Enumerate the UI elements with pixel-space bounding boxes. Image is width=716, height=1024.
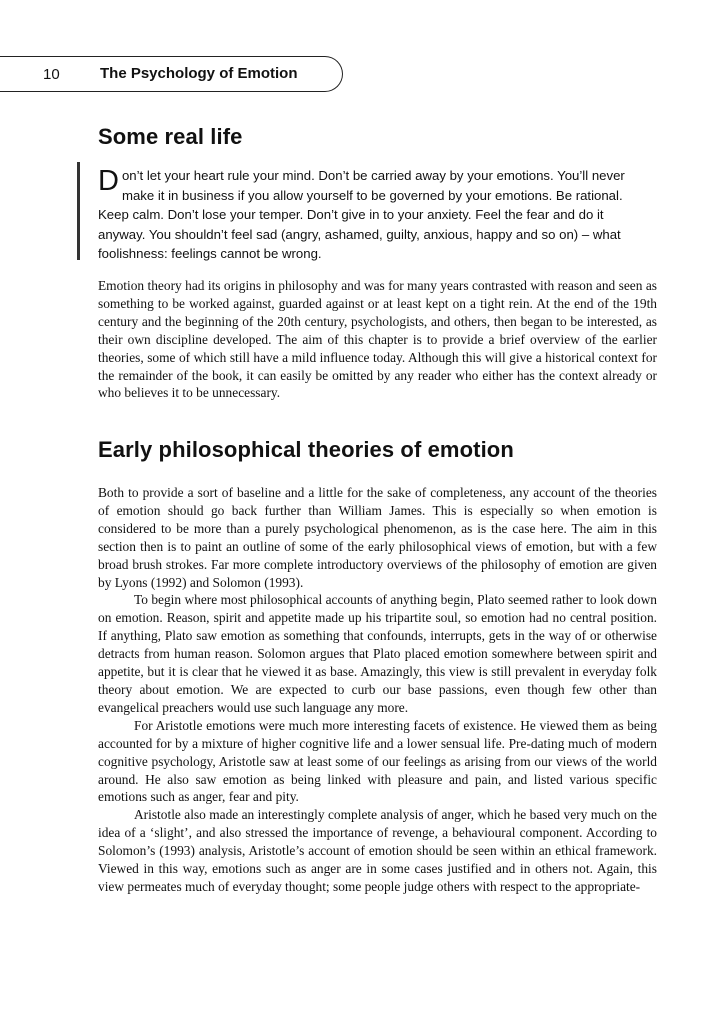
paragraph: For Aristotle emotions were much more interesting facets of existence. He viewed them as being accounted for by a mixture of higher cognitive life and a lower sensual life. Pre-dating much of modern cognitive psychology, Aristotle saw at least some of our feelings as arising from our views of the world around. He also saw emotion as being linked with pleasure and pain, and listed various specific emotions such as anger, fear and pity. bbox=[98, 717, 657, 805]
intro-block bbox=[98, 277, 657, 402]
running-title: The Psychology of Emotion bbox=[100, 65, 298, 82]
paragraph: Both to provide a sort of baseline and a little for the sake of completeness, any account of the theories of emotion should go back further than William James. This is especially so when emotion is considered to be more than a purely psychological phenomenon, as is the case here. The aim in this section then is to paint an outline of some of the early philosophical views of emotion, but with a few broad brush strokes. Far more complete introductory overviews of the philosophy of emotion are given by Lyons (1992) and Solomon (1993). bbox=[98, 485, 657, 590]
section-heading-real-life: Some real life bbox=[98, 124, 243, 149]
drop-cap: D bbox=[98, 165, 119, 197]
early-theories-body bbox=[98, 484, 657, 896]
pull-quote bbox=[98, 166, 654, 264]
section-heading-early-theories: Early philosophical theories of emotion bbox=[98, 437, 514, 462]
paragraph: Aristotle also made an interestingly complete analysis of anger, which he based very much on the idea of a ‘slight’, and also stressed the importance of revenge, a behavioural component. According to Solomon’s (1993) analysis, Aristotle’s account of emotion should be seen within an ethical framework. Viewed in this way, emotions such as anger are in some cases justified and in others not. Again, this view permeates much of everyday thought; some people judge others with respect to the appropriate- bbox=[98, 807, 657, 894]
paragraph: To begin where most philosophical accounts of anything begin, Plato seemed rather to look down on emotion. Reason, spirit and appetite made up his tripartite soul, so emotion had no central position. If anything, Plato saw emotion as something that confounds, interrupts, gets in the way of or otherwise detracts from human reason. Solomon argues that Plato placed emotion somewhere between spirit and appetite, but it is clear that he viewed it as base. Amazingly, this view is still prevalent in everyday folk theory about emotion. We are expected to curb our base passions, even though few other than evangelical preachers would use such language any more. bbox=[98, 592, 657, 715]
pull-quote-text: on’t let your heart rule your mind. Don’t be carried away by your emotions. You’ll never make it in business if you allow yourself to be governed by your emotions. Be rational. Keep calm. Don’t lose your temper. Don’t give in to your anxiety. Feel the fear and do it anyway. You shouldn’t feel sad (angry, ashamed, guilty, anxious, happy and so on) – what foolishness: feelings cannot be wrong. bbox=[98, 168, 625, 261]
page-number: 10 bbox=[43, 66, 60, 83]
intro-paragraph: Emotion theory had its origins in philosophy and was for many years contrasted with reason and seen as something to be worked against, guarded against or at least kept on a tight rein. At the end of the 19th century and the beginning of the 20th century, psychologists, and others, then began to be interested, as their own discipline developed. The aim of this chapter is to provide a brief overview of the earlier theories, some of which still have a mild influence today. Although this will give a historical context for the remainder of the book, it can easily be omitted by any reader who either has the context already or who believes it to be unnecessary. bbox=[98, 278, 657, 401]
quote-rule bbox=[77, 162, 80, 260]
